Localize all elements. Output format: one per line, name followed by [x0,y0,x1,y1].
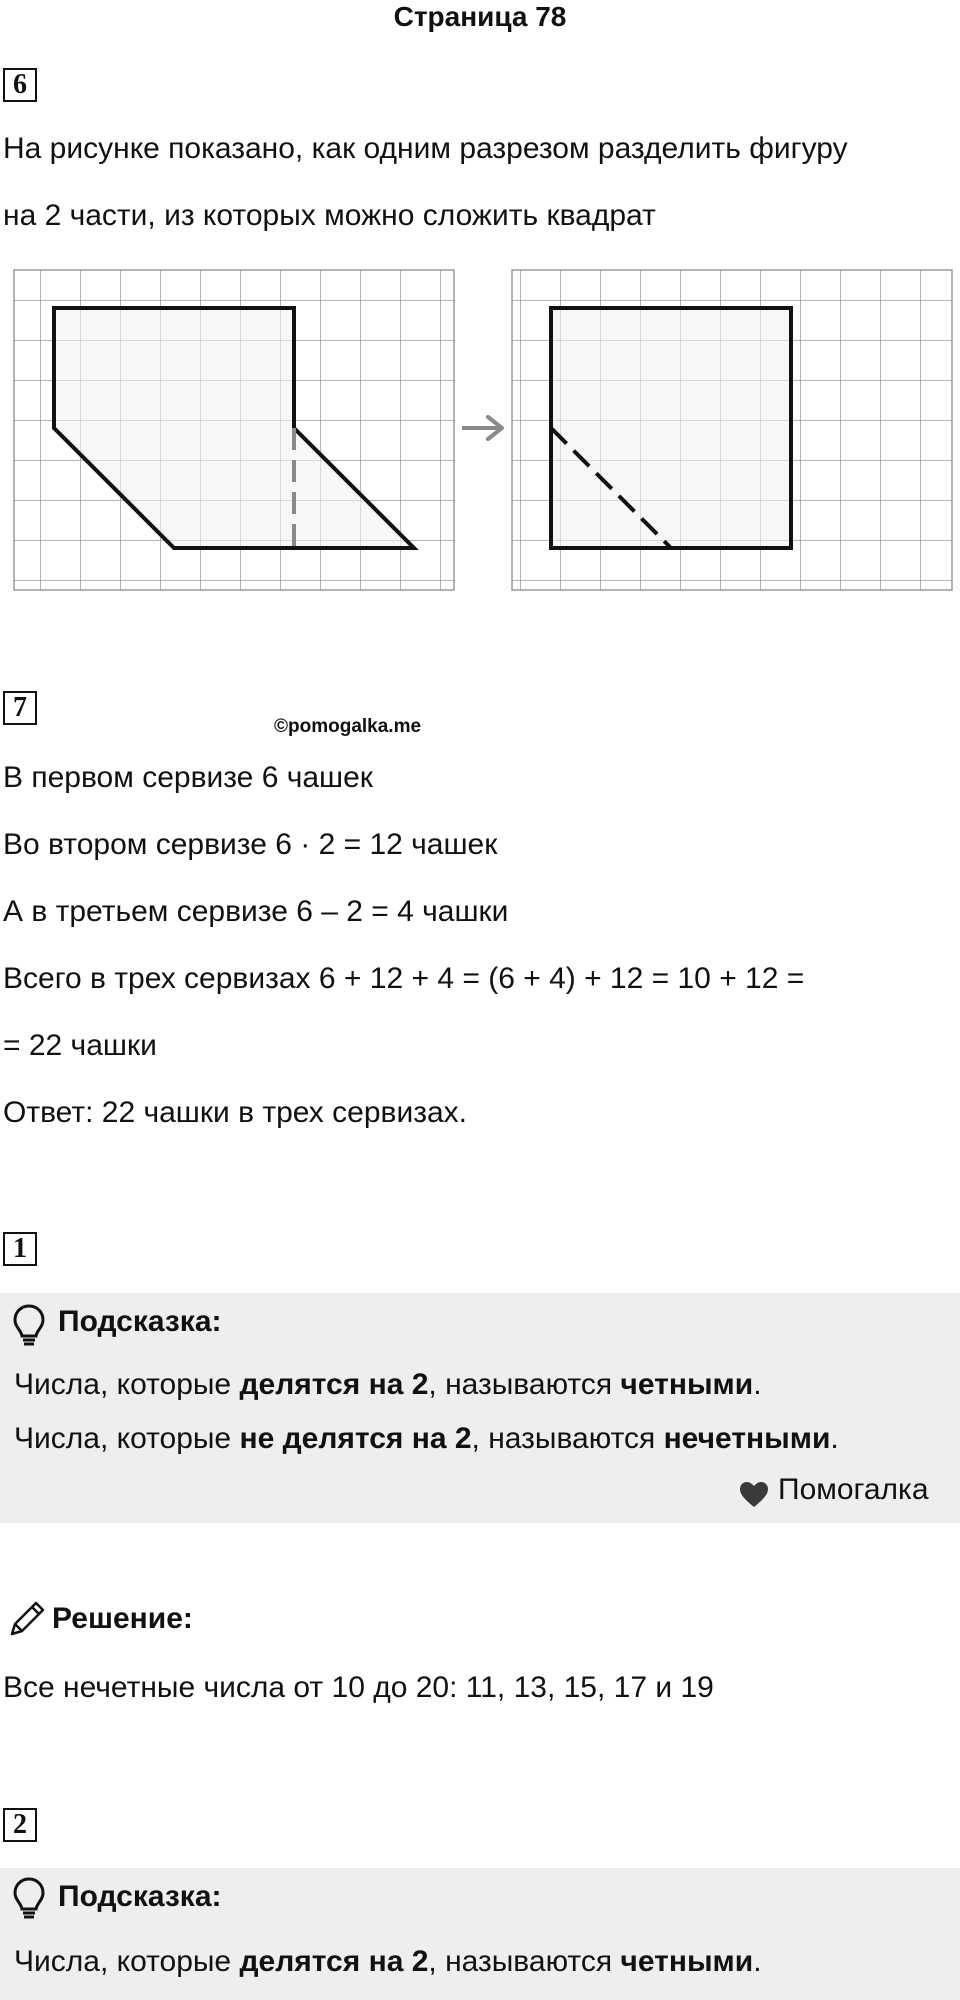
task-6-figure [0,260,960,600]
task-2-number: 2 [3,1808,37,1842]
solution-heading: Решение: [52,1602,193,1635]
hint-heading: Подсказка: [58,1880,222,1913]
task-6-number: 6 [3,68,37,102]
brand-label: Помогалка [778,1473,929,1506]
task-7-line: А в третьем сервизе 6 – 2 = 4 чашки [3,895,509,928]
task-7-number: 7 [3,691,37,725]
result-square [551,308,791,548]
task-7-line: Всего в трех сервизах 6 + 12 + 4 = (6 + 4) + 12 = 10 + 12 = [3,962,805,995]
task-7-line: Во втором сервизе 6 · 2 = 12 чашек [3,828,498,861]
task-6-text-line-2: на 2 части, из которых можно сложить квадрат [3,199,656,232]
hint-line-2: Числа, которые не делятся на 2, называются нечетными. [14,1422,839,1455]
solution-text: Все нечетные числа от 10 до 20: 11, 13, 15, 17 и 19 [3,1671,714,1704]
watermark: ©pomogalka.me [274,716,422,737]
page-title: Страница 78 [393,1,567,32]
hint-box [0,1293,960,1523]
hint-line-1: Числа, которые делятся на 2, называются четными. [14,1945,762,1978]
arrow-right-icon [462,417,502,439]
hint-heading: Подсказка: [58,1305,222,1338]
hint-box [0,1868,960,2000]
task-7-line: В первом сервизе 6 чашек [3,761,373,794]
heart-icon [739,1481,769,1509]
pencil-icon [6,1598,48,1640]
lightbulb-icon [12,1876,46,1922]
task-6-text-line-1: На рисунке показано, как одним разрезом разделить фигуру [3,132,848,165]
task-7-line: = 22 чашки [3,1029,157,1062]
lightbulb-icon [12,1303,46,1349]
task-7-answer: Ответ: 22 чашки в трех сервизах. [3,1096,467,1129]
hint-line-1: Числа, которые делятся на 2, называются четными. [14,1368,762,1401]
task-1-number: 1 [3,1232,37,1266]
